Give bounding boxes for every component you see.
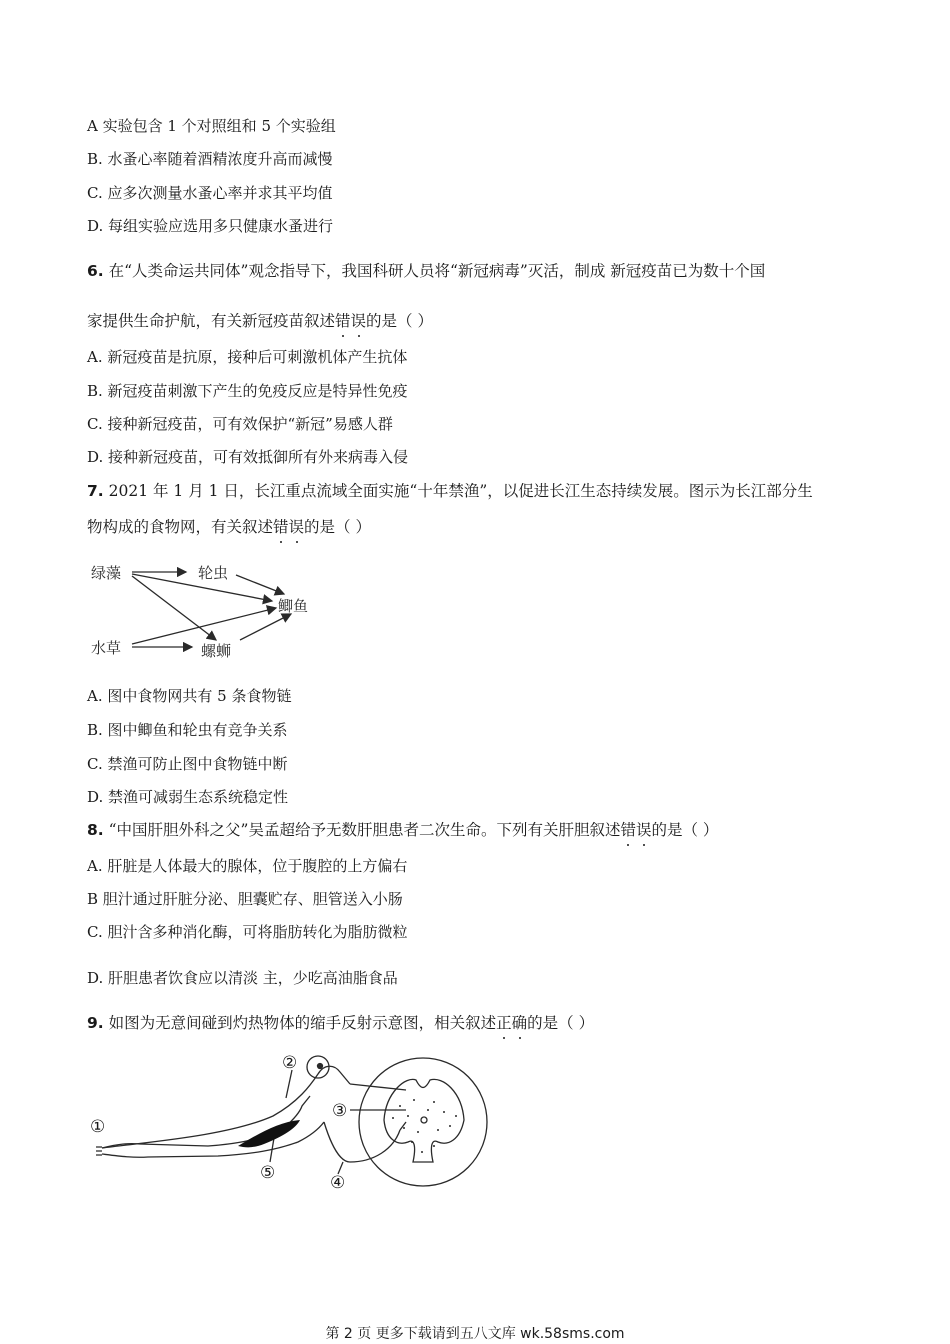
fingertips [96,1147,102,1155]
q8-answer-bracket: 的是（ ） [651,821,719,839]
page-footer: 第 2 页 更多下载请到五八文库 wk.58sms.com [325,1326,625,1342]
q8-emph-2: 误 [635,821,652,839]
q6-stem-line2 [87,311,433,331]
q8-number: 8. [87,821,104,839]
q8-option-c: C. 胆汁含多种消化酶，可将脂肪转化为脂肪微粒 [87,923,408,941]
q5-option-d: D. 每组实验应选用多只健康水蚤进行 [87,217,334,235]
q9-answer-bracket: 的是（ ） [527,1014,595,1032]
label-4-motor-neuron: ④ [330,1173,346,1193]
q8-option-a: A. 肝脏是人体最大的腺体，位于腹腔的上方偏右 [87,857,408,875]
q8-stem [87,820,718,840]
q6-option-d: D. 接种新冠疫苗，可有效抵御所有外来病毒入侵 [87,448,409,466]
arrow-algae-snail [132,576,216,640]
q7-number: 7. [87,482,104,500]
q7-stem-line2 [87,517,371,537]
q9-emph-1: 正 [496,1014,512,1032]
q9-stem-text: 如图为无意间碰到灼热物体的缩手反射示意图，相关叙述 [103,1014,497,1032]
grey-matter-dots [392,1099,457,1153]
central-canal [421,1117,427,1123]
q8-emph-1: 错 [620,821,636,839]
q7-option-d: D. 禁渔可减弱生态系统稳定性 [87,788,289,806]
q9-stem [87,1013,594,1033]
grey-matter [384,1079,464,1162]
q9-number: 9. [87,1014,104,1032]
q6-answer-bracket: 的是（ ） [366,312,433,330]
q6-stem-line1 [87,261,765,281]
q6-emph-2: 误 [350,312,367,330]
spinal-cord-outline [359,1058,487,1186]
q7-stem-line1 [87,481,813,501]
q7-option-b: B. 图中鲫鱼和轮虫有竞争关系 [87,721,288,739]
motor-root [400,1122,406,1130]
label-line-2 [286,1070,292,1098]
node-rotifer: 轮虫 [198,564,229,582]
q8-option-d: D. 肝胆患者饮食应以清淡 主，少吃高油脂食品 [87,969,398,987]
node-algae: 绿藻 [91,564,122,582]
muscle [238,1120,300,1147]
q5-option-b: B. 水蚤心率随着酒精浓度升高而减慢 [87,150,333,168]
q7-option-c: C. 禁渔可防止图中食物链中断 [87,755,288,773]
node-grass: 水草 [91,639,122,657]
q5-option-a: A 实验包含 1 个对照组和 5 个实验组 [87,117,336,135]
q6-stem-text2: 家提供生命护航，有关新冠疫苗叙述 [87,312,336,330]
q7-emph-1: 错 [273,518,289,536]
q7-emph-2: 误 [288,518,305,536]
q7-stem-text2: 物构成的食物网，有关叙述 [87,518,274,536]
q6-number: 6. [87,262,104,280]
food-web-diagram [88,558,328,664]
sensory-neuron [102,1066,350,1148]
arrow-rotifer-fish [236,575,284,594]
q8-option-b: B 胆汁通过肝脏分泌、胆囊贮存、胆管送入小肠 [87,890,403,908]
q6-option-a: A. 新冠疫苗是抗原，接种后可刺激机体产生抗体 [87,348,408,366]
q7-answer-bracket: 的是（ ） [304,518,371,536]
label-5-effector: ⑤ [260,1163,276,1183]
ganglion [318,1064,323,1069]
q8-stem-text: “中国肝胆外科之父”吴孟超给予无数肝胆患者二次生命。下列有关肝胆叙述 [103,821,621,839]
node-fish: 鲫鱼 [278,597,309,615]
q6-option-b: B. 新冠疫苗刺激下产生的免疫反应是特异性免疫 [87,382,408,400]
label-2-sensory-neuron: ② [282,1053,298,1073]
label-3-nerve-center: ③ [332,1101,348,1121]
arm-upper-outline [102,1096,310,1148]
q9-emph-2: 确 [511,1014,528,1032]
reflex-arc-diagram [88,1050,498,1195]
node-snail: 螺蛳 [201,642,232,660]
q6-option-c: C. 接种新冠疫苗，可有效保护“新冠”易感人群 [87,415,393,433]
q6-emph-1: 错 [335,312,351,330]
arrow-grass-fish [132,608,276,644]
q7-stem-text: 2021 年 1 月 1 日，长江重点流域全面实施“十年禁渔”，以促进长江生态持续发展。图示为长江部分生 [103,482,813,500]
q7-option-a: A. 图中食物网共有 5 条食物链 [87,687,292,705]
q6-stem-text: 在“人类命运共同体”观念指导下，我国科研人员将“新冠病毒”灭活，制成 新冠疫苗已为数十个国 [103,262,766,280]
label-1-receptor: ① [90,1117,106,1137]
q5-option-c: C. 应多次测量水蚤心率并求其平均值 [87,184,333,202]
arrow-snail-fish [240,614,291,640]
